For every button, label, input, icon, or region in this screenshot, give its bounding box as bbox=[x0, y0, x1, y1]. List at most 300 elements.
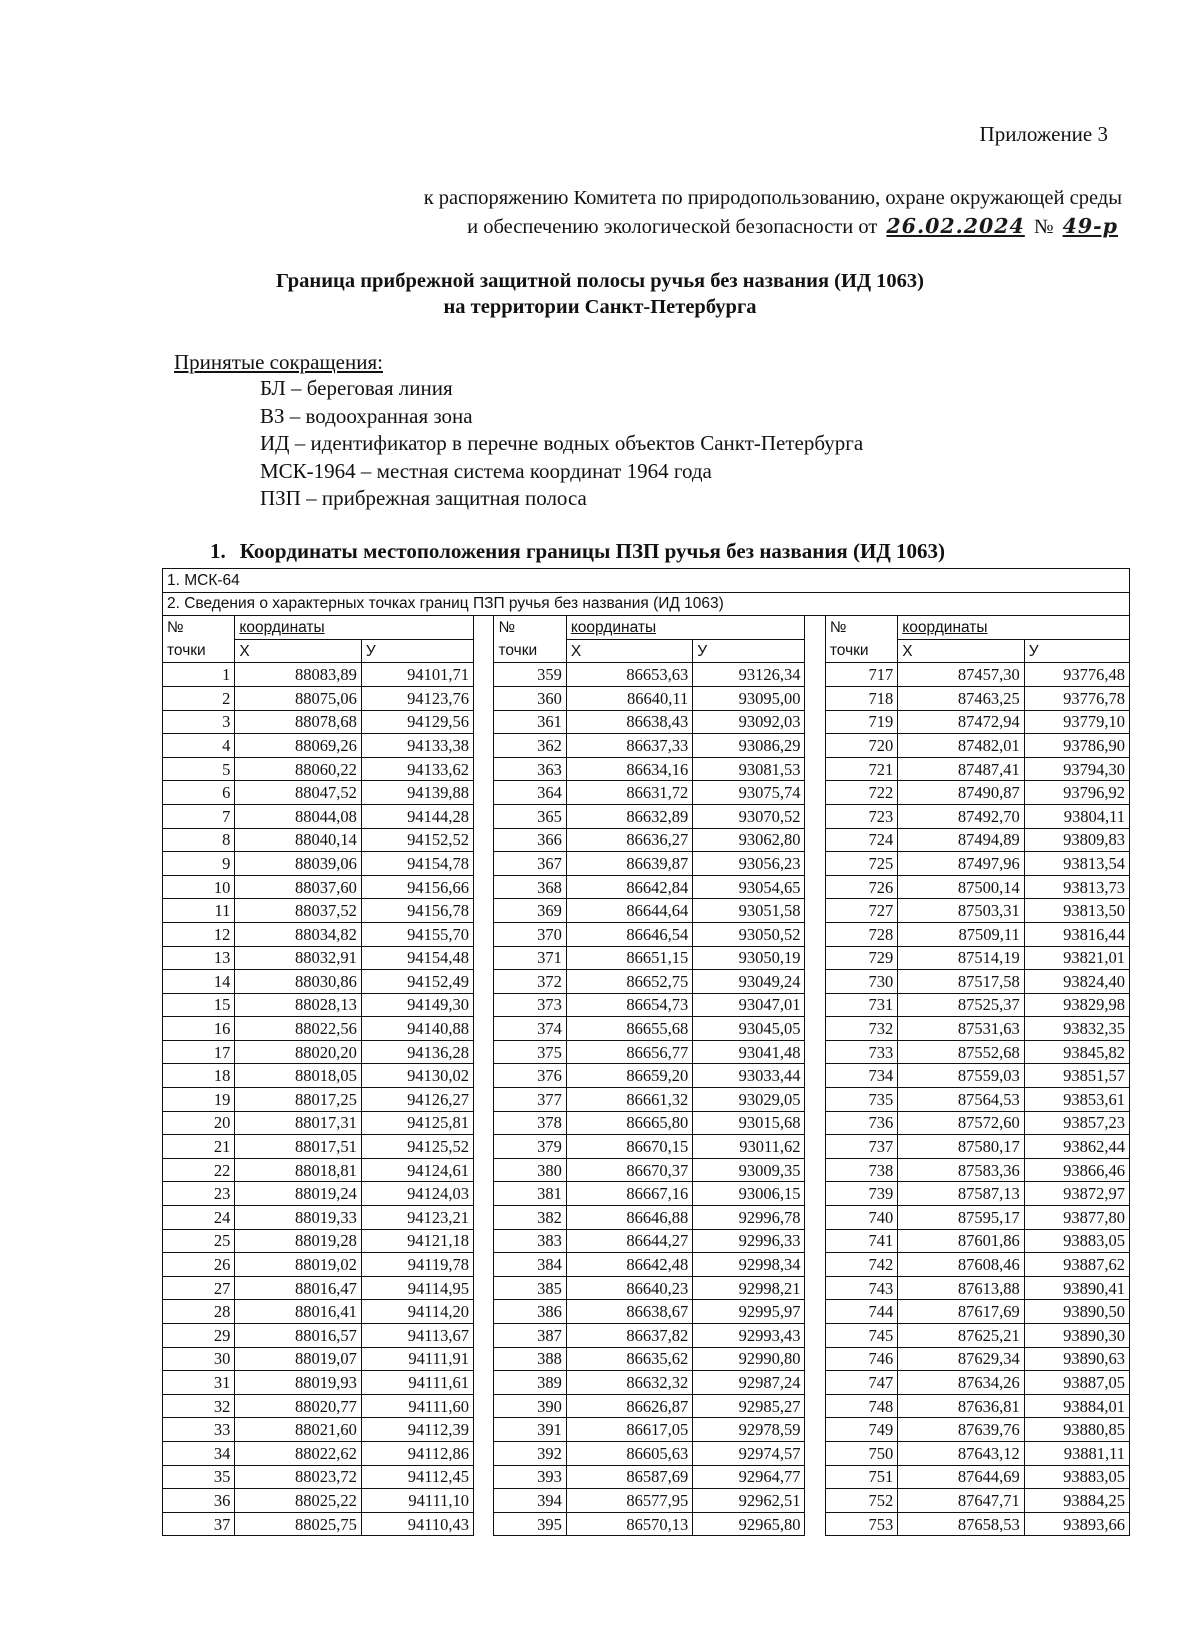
point-number: 726 bbox=[825, 875, 897, 899]
point-number: 2 bbox=[163, 686, 235, 710]
column-gap bbox=[805, 875, 825, 899]
coord-y: 93813,54 bbox=[1024, 852, 1129, 876]
table-row bbox=[163, 1276, 1130, 1300]
coord-y: 93832,35 bbox=[1024, 1017, 1129, 1041]
point-number: 36 bbox=[163, 1489, 235, 1513]
coord-y: 94129,56 bbox=[361, 710, 473, 734]
point-number: 34 bbox=[163, 1441, 235, 1465]
point-number: 389 bbox=[494, 1371, 566, 1395]
column-gap bbox=[474, 734, 494, 758]
column-gap bbox=[474, 804, 494, 828]
abbreviations-list bbox=[260, 375, 863, 513]
point-number: 392 bbox=[494, 1441, 566, 1465]
coord-x: 86631,72 bbox=[566, 781, 692, 805]
coord-y: 94152,49 bbox=[361, 970, 473, 994]
column-gap bbox=[474, 1088, 494, 1112]
column-gap bbox=[805, 946, 825, 970]
coord-y: 93816,44 bbox=[1024, 922, 1129, 946]
point-number: 17 bbox=[163, 1040, 235, 1064]
point-number: 33 bbox=[163, 1418, 235, 1442]
point-number: 21 bbox=[163, 1135, 235, 1159]
coord-y: 94112,45 bbox=[361, 1465, 473, 1489]
coord-y: 93051,58 bbox=[693, 899, 805, 923]
coord-y: 92965,80 bbox=[693, 1512, 805, 1536]
point-number: 379 bbox=[494, 1135, 566, 1159]
order-number-handwritten: 49-р bbox=[1062, 214, 1118, 238]
point-number: 739 bbox=[825, 1182, 897, 1206]
coord-x: 86635,62 bbox=[566, 1347, 692, 1371]
coord-x: 87531,63 bbox=[898, 1017, 1024, 1041]
point-number: 741 bbox=[825, 1229, 897, 1253]
coord-y: 93890,50 bbox=[1024, 1300, 1129, 1324]
point-number: 387 bbox=[494, 1324, 566, 1348]
column-gap bbox=[474, 1394, 494, 1418]
coord-x: 88017,25 bbox=[235, 1088, 361, 1112]
coord-x: 86655,68 bbox=[566, 1017, 692, 1041]
header-number: № bbox=[494, 616, 566, 640]
table-row bbox=[163, 1206, 1130, 1230]
coord-x: 87564,53 bbox=[898, 1088, 1024, 1112]
column-gap bbox=[474, 1371, 494, 1395]
coord-y: 93081,53 bbox=[693, 757, 805, 781]
coord-x: 86638,43 bbox=[566, 710, 692, 734]
table-row bbox=[163, 1135, 1130, 1159]
coord-y: 94112,86 bbox=[361, 1441, 473, 1465]
point-number: 729 bbox=[825, 946, 897, 970]
coord-y: 93857,23 bbox=[1024, 1111, 1129, 1135]
coord-x: 86639,87 bbox=[566, 852, 692, 876]
coord-y: 93011,62 bbox=[693, 1135, 805, 1159]
column-gap bbox=[474, 757, 494, 781]
coord-x: 88028,13 bbox=[235, 993, 361, 1017]
table-row bbox=[163, 1489, 1130, 1513]
coord-y: 94124,03 bbox=[361, 1182, 473, 1206]
point-number: 24 bbox=[163, 1206, 235, 1230]
coord-y: 94154,48 bbox=[361, 946, 473, 970]
point-number: 372 bbox=[494, 970, 566, 994]
column-gap bbox=[805, 757, 825, 781]
coord-x: 86637,33 bbox=[566, 734, 692, 758]
coordinates-table bbox=[162, 568, 1130, 1536]
table-row bbox=[163, 1182, 1130, 1206]
header-y: У bbox=[1024, 639, 1129, 663]
coord-y: 93050,52 bbox=[693, 922, 805, 946]
column-gap bbox=[805, 1017, 825, 1041]
point-number: 18 bbox=[163, 1064, 235, 1088]
coord-y: 94136,28 bbox=[361, 1040, 473, 1064]
coord-y: 93092,03 bbox=[693, 710, 805, 734]
coord-y: 94130,02 bbox=[361, 1064, 473, 1088]
order-number-sign: № bbox=[1033, 216, 1054, 238]
table-row bbox=[163, 1253, 1130, 1277]
table-row bbox=[163, 781, 1130, 805]
coord-x: 88047,52 bbox=[235, 781, 361, 805]
point-number: 365 bbox=[494, 804, 566, 828]
column-gap bbox=[805, 852, 825, 876]
column-gap bbox=[474, 899, 494, 923]
column-gap bbox=[805, 922, 825, 946]
point-number: 3 bbox=[163, 710, 235, 734]
coord-y: 94112,39 bbox=[361, 1418, 473, 1442]
coord-x: 88083,89 bbox=[235, 663, 361, 687]
table-row bbox=[163, 1512, 1130, 1536]
coord-x: 86640,11 bbox=[566, 686, 692, 710]
coord-x: 87559,03 bbox=[898, 1064, 1024, 1088]
coord-y: 93884,25 bbox=[1024, 1489, 1129, 1513]
column-gap bbox=[805, 1276, 825, 1300]
abbreviation-item: БЛ – береговая линия bbox=[260, 376, 453, 400]
table-row bbox=[163, 804, 1130, 828]
coord-x: 87509,11 bbox=[898, 922, 1024, 946]
table-row bbox=[163, 663, 1130, 687]
coord-y: 93880,85 bbox=[1024, 1418, 1129, 1442]
point-number: 9 bbox=[163, 852, 235, 876]
point-number: 743 bbox=[825, 1276, 897, 1300]
coord-x: 88019,07 bbox=[235, 1347, 361, 1371]
coord-y: 93070,52 bbox=[693, 804, 805, 828]
column-gap bbox=[805, 663, 825, 687]
coord-x: 87580,17 bbox=[898, 1135, 1024, 1159]
abbreviation-item: МСК-1964 – местная система координат 1964 года bbox=[260, 458, 712, 483]
point-number: 728 bbox=[825, 922, 897, 946]
coord-x: 86587,69 bbox=[566, 1465, 692, 1489]
table-row bbox=[163, 1229, 1130, 1253]
coord-x: 86654,73 bbox=[566, 993, 692, 1017]
point-number: 385 bbox=[494, 1276, 566, 1300]
point-number: 369 bbox=[494, 899, 566, 923]
column-gap bbox=[805, 1489, 825, 1513]
point-number: 366 bbox=[494, 828, 566, 852]
order-date-handwritten: 26.02.2024 bbox=[886, 214, 1025, 238]
coord-x: 88019,93 bbox=[235, 1371, 361, 1395]
coord-x: 86644,64 bbox=[566, 899, 692, 923]
coord-y: 93809,83 bbox=[1024, 828, 1129, 852]
coord-y: 92996,33 bbox=[693, 1229, 805, 1253]
coord-y: 94114,20 bbox=[361, 1300, 473, 1324]
point-number: 746 bbox=[825, 1347, 897, 1371]
point-number: 747 bbox=[825, 1371, 897, 1395]
coord-y: 93881,11 bbox=[1024, 1441, 1129, 1465]
coord-y: 93794,30 bbox=[1024, 757, 1129, 781]
table-row bbox=[163, 1394, 1130, 1418]
coord-x: 87613,88 bbox=[898, 1276, 1024, 1300]
column-gap bbox=[474, 1253, 494, 1277]
point-number: 719 bbox=[825, 710, 897, 734]
point-number: 727 bbox=[825, 899, 897, 923]
column-gap bbox=[805, 1206, 825, 1230]
column-gap bbox=[474, 1111, 494, 1135]
point-number: 25 bbox=[163, 1229, 235, 1253]
coord-y: 93872,97 bbox=[1024, 1182, 1129, 1206]
column-gap bbox=[805, 828, 825, 852]
order-reference-line1: к распоряжению Комитета по природопользованию, охране окружающей среды bbox=[423, 187, 1122, 209]
column-gap bbox=[805, 993, 825, 1017]
coord-y: 93126,34 bbox=[693, 663, 805, 687]
point-number: 23 bbox=[163, 1182, 235, 1206]
column-gap bbox=[805, 639, 825, 663]
table-row bbox=[163, 970, 1130, 994]
header-point: точки bbox=[494, 639, 566, 663]
point-number: 742 bbox=[825, 1253, 897, 1277]
column-gap bbox=[474, 922, 494, 946]
point-number: 383 bbox=[494, 1229, 566, 1253]
column-gap bbox=[474, 1347, 494, 1371]
column-gap bbox=[474, 1064, 494, 1088]
point-number: 8 bbox=[163, 828, 235, 852]
coord-x: 86646,88 bbox=[566, 1206, 692, 1230]
table-row bbox=[163, 1017, 1130, 1041]
coord-y: 92974,57 bbox=[693, 1441, 805, 1465]
point-number: 364 bbox=[494, 781, 566, 805]
coord-x: 87487,41 bbox=[898, 757, 1024, 781]
coord-x: 88069,26 bbox=[235, 734, 361, 758]
column-gap bbox=[805, 1040, 825, 1064]
coord-x: 86638,67 bbox=[566, 1300, 692, 1324]
coord-x: 87643,12 bbox=[898, 1441, 1024, 1465]
coord-x: 88022,62 bbox=[235, 1441, 361, 1465]
point-number: 30 bbox=[163, 1347, 235, 1371]
point-number: 362 bbox=[494, 734, 566, 758]
coord-y: 93009,35 bbox=[693, 1158, 805, 1182]
coord-y: 93887,05 bbox=[1024, 1371, 1129, 1395]
point-number: 391 bbox=[494, 1418, 566, 1442]
coord-x: 87625,21 bbox=[898, 1324, 1024, 1348]
point-number: 722 bbox=[825, 781, 897, 805]
coord-x: 87634,26 bbox=[898, 1371, 1024, 1395]
table-row bbox=[163, 875, 1130, 899]
column-gap bbox=[805, 1064, 825, 1088]
point-number: 380 bbox=[494, 1158, 566, 1182]
point-number: 11 bbox=[163, 899, 235, 923]
coord-y: 93015,68 bbox=[693, 1111, 805, 1135]
table-row bbox=[163, 946, 1130, 970]
table-row bbox=[163, 899, 1130, 923]
header-coordinates: координаты bbox=[566, 616, 805, 640]
coord-x: 86667,16 bbox=[566, 1182, 692, 1206]
coord-x: 88020,20 bbox=[235, 1040, 361, 1064]
coord-y: 93033,44 bbox=[693, 1064, 805, 1088]
column-gap bbox=[805, 1158, 825, 1182]
column-gap bbox=[805, 1394, 825, 1418]
point-number: 395 bbox=[494, 1512, 566, 1536]
coord-x: 87601,86 bbox=[898, 1229, 1024, 1253]
point-number: 4 bbox=[163, 734, 235, 758]
coord-y: 93776,48 bbox=[1024, 663, 1129, 687]
coord-y: 94139,88 bbox=[361, 781, 473, 805]
coord-y: 94133,62 bbox=[361, 757, 473, 781]
column-gap bbox=[805, 1229, 825, 1253]
point-number: 29 bbox=[163, 1324, 235, 1348]
coord-x: 87583,36 bbox=[898, 1158, 1024, 1182]
header-coordinates: координаты bbox=[898, 616, 1130, 640]
coord-y: 92993,43 bbox=[693, 1324, 805, 1348]
coord-y: 93884,01 bbox=[1024, 1394, 1129, 1418]
coord-x: 87514,19 bbox=[898, 946, 1024, 970]
point-number: 753 bbox=[825, 1512, 897, 1536]
point-number: 724 bbox=[825, 828, 897, 852]
coord-y: 94123,21 bbox=[361, 1206, 473, 1230]
column-gap bbox=[474, 993, 494, 1017]
section-title-text: Координаты местоположения границы ПЗП ручья без названия (ИД 1063) bbox=[239, 539, 946, 563]
abbreviation-item: ПЗП – прибрежная защитная полоса bbox=[260, 486, 587, 510]
coord-y: 92978,59 bbox=[693, 1418, 805, 1442]
coord-y: 93890,41 bbox=[1024, 1276, 1129, 1300]
coord-x: 87497,96 bbox=[898, 852, 1024, 876]
column-gap bbox=[474, 1040, 494, 1064]
column-gap bbox=[474, 875, 494, 899]
coord-y: 93062,80 bbox=[693, 828, 805, 852]
column-gap bbox=[474, 1300, 494, 1324]
column-gap bbox=[474, 828, 494, 852]
abbreviation-item: ИД – идентификатор в перечне водных объектов Санкт-Петербурга bbox=[260, 431, 864, 455]
table-row bbox=[163, 922, 1130, 946]
column-gap bbox=[474, 1017, 494, 1041]
coord-y: 94156,66 bbox=[361, 875, 473, 899]
column-gap bbox=[805, 1135, 825, 1159]
coord-y: 92998,21 bbox=[693, 1276, 805, 1300]
column-gap bbox=[474, 639, 494, 663]
point-number: 393 bbox=[494, 1465, 566, 1489]
coord-y: 93075,74 bbox=[693, 781, 805, 805]
coord-y: 94144,28 bbox=[361, 804, 473, 828]
point-number: 386 bbox=[494, 1300, 566, 1324]
coord-x: 88044,08 bbox=[235, 804, 361, 828]
point-number: 28 bbox=[163, 1300, 235, 1324]
table-row bbox=[163, 1111, 1130, 1135]
coord-x: 87503,31 bbox=[898, 899, 1024, 923]
point-number: 371 bbox=[494, 946, 566, 970]
table-row bbox=[163, 1324, 1130, 1348]
coord-y: 93813,73 bbox=[1024, 875, 1129, 899]
table-row bbox=[163, 1418, 1130, 1442]
coord-y: 93086,29 bbox=[693, 734, 805, 758]
coord-x: 88025,75 bbox=[235, 1512, 361, 1536]
column-gap bbox=[474, 1512, 494, 1536]
coord-x: 88020,77 bbox=[235, 1394, 361, 1418]
coord-y: 92998,34 bbox=[693, 1253, 805, 1277]
column-gap bbox=[805, 1088, 825, 1112]
points-info-row: 2. Сведения о характерных точках границ ПЗП ручья без названия (ИД 1063) bbox=[163, 592, 1130, 616]
column-gap bbox=[474, 1276, 494, 1300]
coord-y: 93883,05 bbox=[1024, 1465, 1129, 1489]
column-gap bbox=[805, 686, 825, 710]
document-title-line1: Граница прибрежной защитной полосы ручья без названия (ИД 1063) bbox=[275, 270, 925, 292]
coord-y: 94155,70 bbox=[361, 922, 473, 946]
point-number: 360 bbox=[494, 686, 566, 710]
point-number: 390 bbox=[494, 1394, 566, 1418]
point-number: 737 bbox=[825, 1135, 897, 1159]
coord-x: 88018,05 bbox=[235, 1064, 361, 1088]
coord-x: 87490,87 bbox=[898, 781, 1024, 805]
coord-x: 86632,89 bbox=[566, 804, 692, 828]
point-number: 6 bbox=[163, 781, 235, 805]
coord-x: 86637,82 bbox=[566, 1324, 692, 1348]
point-number: 748 bbox=[825, 1394, 897, 1418]
coord-x: 87572,60 bbox=[898, 1111, 1024, 1135]
column-gap bbox=[805, 970, 825, 994]
point-number: 368 bbox=[494, 875, 566, 899]
column-gap bbox=[474, 710, 494, 734]
coord-x: 87608,46 bbox=[898, 1253, 1024, 1277]
column-gap bbox=[805, 1300, 825, 1324]
point-number: 31 bbox=[163, 1371, 235, 1395]
coord-y: 94111,91 bbox=[361, 1347, 473, 1371]
point-number: 14 bbox=[163, 970, 235, 994]
point-number: 388 bbox=[494, 1347, 566, 1371]
coord-x: 88037,60 bbox=[235, 875, 361, 899]
coord-y: 93054,65 bbox=[693, 875, 805, 899]
coord-x: 86670,15 bbox=[566, 1135, 692, 1159]
point-number: 734 bbox=[825, 1064, 897, 1088]
point-number: 384 bbox=[494, 1253, 566, 1277]
coord-y: 92996,78 bbox=[693, 1206, 805, 1230]
coord-x: 86640,23 bbox=[566, 1276, 692, 1300]
point-number: 370 bbox=[494, 922, 566, 946]
coord-x: 87595,17 bbox=[898, 1206, 1024, 1230]
table-row bbox=[163, 1300, 1130, 1324]
coord-x: 87617,69 bbox=[898, 1300, 1024, 1324]
point-number: 718 bbox=[825, 686, 897, 710]
coord-x: 88025,22 bbox=[235, 1489, 361, 1513]
coord-y: 93041,48 bbox=[693, 1040, 805, 1064]
coord-x: 87644,69 bbox=[898, 1465, 1024, 1489]
column-gap bbox=[474, 1158, 494, 1182]
coord-x: 88021,60 bbox=[235, 1418, 361, 1442]
point-number: 5 bbox=[163, 757, 235, 781]
coord-y: 92987,24 bbox=[693, 1371, 805, 1395]
coord-x: 87629,34 bbox=[898, 1347, 1024, 1371]
point-number: 717 bbox=[825, 663, 897, 687]
point-number: 731 bbox=[825, 993, 897, 1017]
coord-y: 93050,19 bbox=[693, 946, 805, 970]
coord-x: 88017,31 bbox=[235, 1111, 361, 1135]
coord-x: 86670,37 bbox=[566, 1158, 692, 1182]
coord-x: 88022,56 bbox=[235, 1017, 361, 1041]
point-number: 375 bbox=[494, 1040, 566, 1064]
coord-y: 94126,27 bbox=[361, 1088, 473, 1112]
column-gap bbox=[474, 1324, 494, 1348]
coord-y: 94133,38 bbox=[361, 734, 473, 758]
coord-y: 93049,24 bbox=[693, 970, 805, 994]
header-x: Х bbox=[235, 639, 361, 663]
coord-y: 94154,78 bbox=[361, 852, 473, 876]
point-number: 359 bbox=[494, 663, 566, 687]
point-number: 12 bbox=[163, 922, 235, 946]
header-x: Х bbox=[566, 639, 692, 663]
coord-x: 87587,13 bbox=[898, 1182, 1024, 1206]
coord-x: 86577,95 bbox=[566, 1489, 692, 1513]
point-number: 37 bbox=[163, 1512, 235, 1536]
coord-x: 87457,30 bbox=[898, 663, 1024, 687]
point-number: 736 bbox=[825, 1111, 897, 1135]
table-row bbox=[163, 993, 1130, 1017]
column-gap bbox=[805, 899, 825, 923]
coord-y: 94125,52 bbox=[361, 1135, 473, 1159]
point-number: 361 bbox=[494, 710, 566, 734]
point-number: 32 bbox=[163, 1394, 235, 1418]
column-gap bbox=[474, 686, 494, 710]
column-gap bbox=[805, 616, 825, 640]
coord-x: 86626,87 bbox=[566, 1394, 692, 1418]
header-y: У bbox=[361, 639, 473, 663]
column-gap bbox=[474, 1465, 494, 1489]
coord-x: 87636,81 bbox=[898, 1394, 1024, 1418]
point-number: 745 bbox=[825, 1324, 897, 1348]
coord-y: 93813,50 bbox=[1024, 899, 1129, 923]
point-number: 738 bbox=[825, 1158, 897, 1182]
point-number: 378 bbox=[494, 1111, 566, 1135]
coord-x: 88078,68 bbox=[235, 710, 361, 734]
